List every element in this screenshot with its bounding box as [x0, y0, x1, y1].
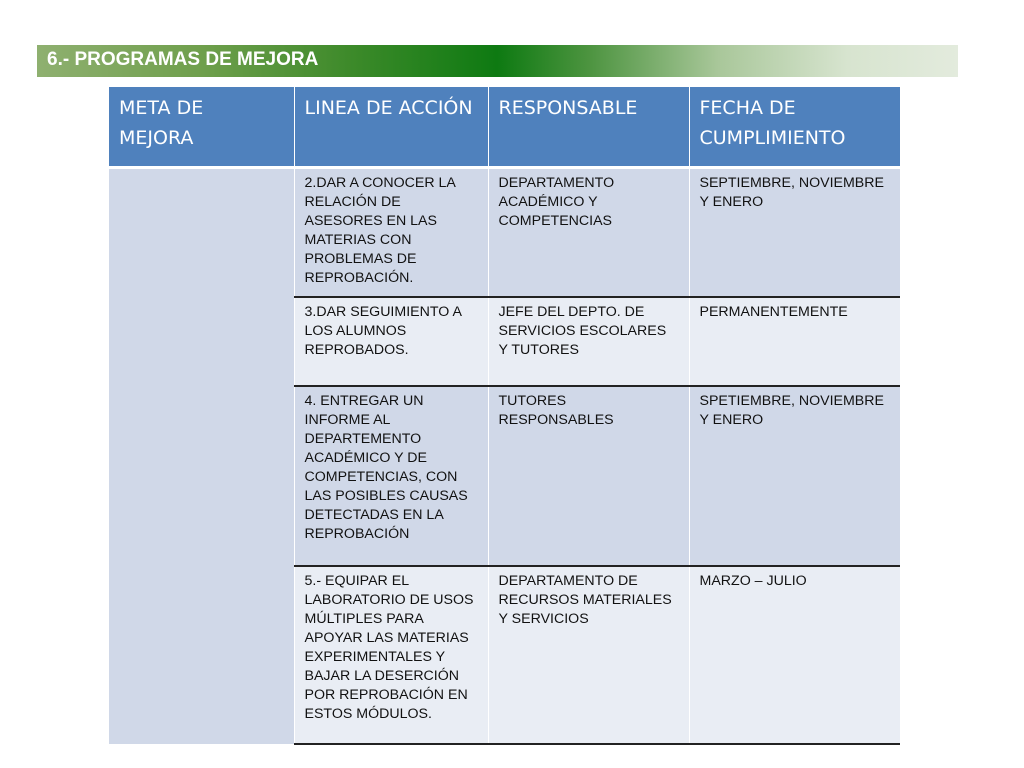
linea-text: 5.- EQUIPAR EL LABORATORIO DE USOS MÚLTIPLES PARA APOYAR LAS MATERIAS EXPERIMENTALES Y BAJAR LA DESERCIÓN POR REPROBACIÓN EN ESTOS MÓDULOS.	[304, 573, 474, 722]
meta-de-mejora-cell	[109, 167, 294, 744]
responsable-text: TUTORES RESPONSABLES	[498, 393, 614, 428]
linea-cell	[294, 566, 488, 744]
responsable-cell	[488, 566, 689, 744]
fecha-cell	[689, 566, 900, 744]
linea-text: 3.DAR SEGUIMIENTO A LOS ALUMNOS REPROBADOS.	[304, 304, 462, 358]
header-linea-de-accion: LINEA DE ACCIÓN	[294, 87, 488, 167]
fecha-text: SPETIEMBRE, NOVIEMBRE Y ENERO	[699, 393, 884, 428]
linea-cell	[294, 386, 488, 566]
improvement-programs-table	[109, 87, 900, 745]
responsable-text: DEPARTAMENTO DE RECURSOS MATERIALES Y SERVICIOS	[498, 573, 672, 627]
linea-cell	[294, 297, 488, 386]
header-meta-de-mejora: META DE MEJORA	[109, 87, 294, 167]
table-row	[109, 167, 900, 297]
linea-cell	[294, 167, 488, 297]
responsable-cell	[488, 386, 689, 566]
responsable-text: JEFE DEL DEPTO. DE SERVICIOS ESCOLARES Y TUTORES	[498, 304, 667, 358]
fecha-text: MARZO – JULIO	[699, 573, 807, 589]
fecha-text: SEPTIEMBRE, NOVIEMBRE Y ENERO	[699, 174, 884, 210]
linea-text: 4. ENTREGAR UN INFORME AL DEPARTEMENTO ACADÉMICO Y DE COMPETENCIAS, CON LAS POSIBLES CAUSAS DETECTADAS EN LA REPROBACIÓN	[304, 393, 468, 542]
fecha-cell	[689, 386, 900, 566]
fecha-cell	[689, 297, 900, 386]
linea-text: 2.DAR A CONOCER LA RELACIÓN DE ASESORES EN LAS MATERIAS CON PROBLEMAS DE REPROBACIÓN.	[304, 174, 456, 286]
responsable-cell	[488, 297, 689, 386]
header-responsable: RESPONSABLE	[488, 87, 689, 167]
header-fecha-de-cumplimiento: FECHA DE CUMPLIMIENTO	[689, 87, 900, 167]
slide-title: 6.- PROGRAMAS DE MEJORA	[47, 49, 319, 70]
responsable-text: DEPARTAMENTO ACADÉMICO Y COMPETENCIAS	[498, 174, 615, 229]
title-bar	[37, 45, 958, 77]
fecha-text: PERMANENTEMENTE	[699, 304, 848, 320]
responsable-cell	[488, 167, 689, 297]
table-header-row	[109, 87, 900, 167]
fecha-cell	[689, 167, 900, 297]
